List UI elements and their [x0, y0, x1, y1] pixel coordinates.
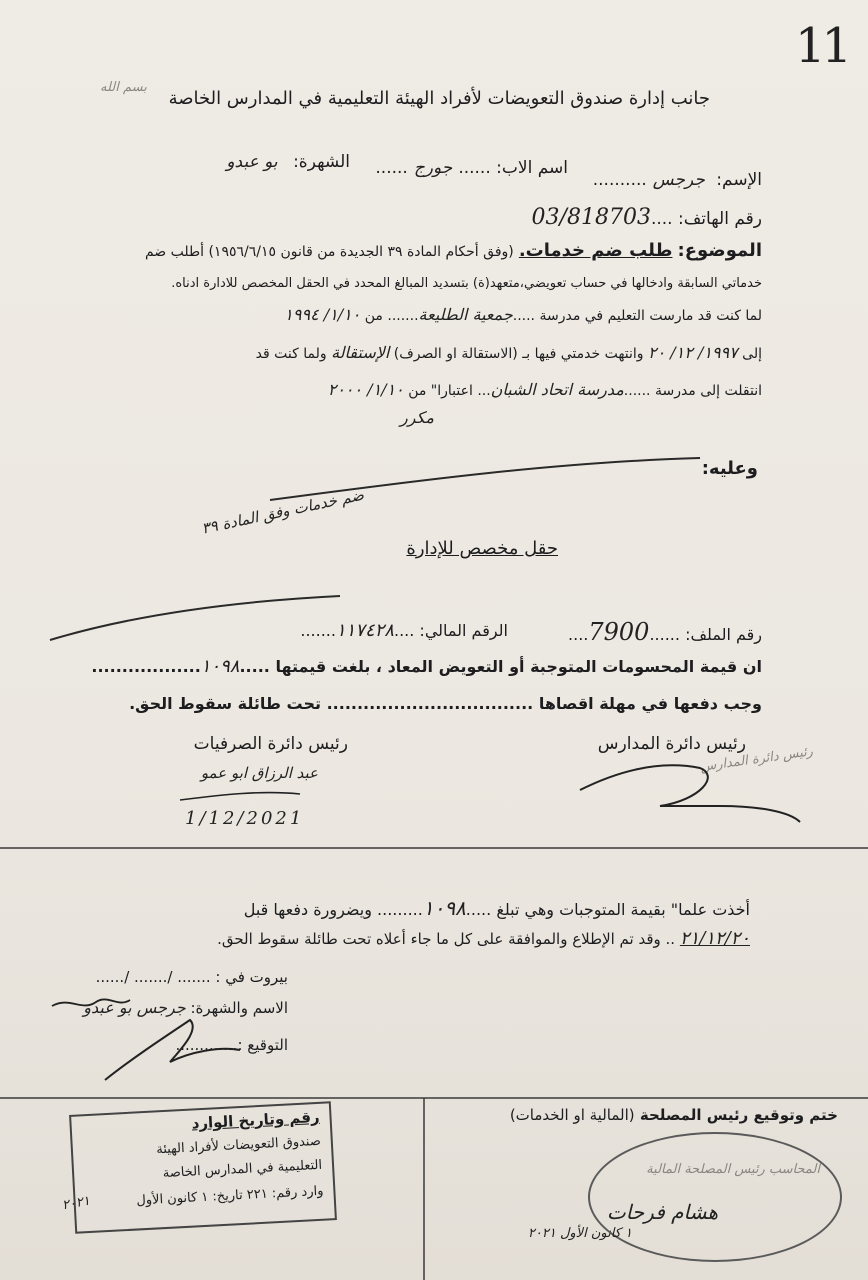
stamp-line3: وارد رقم: ٢٢١ تاريخ: ١ كانون الأول — [136, 1183, 324, 1209]
father-value: جورج — [413, 158, 453, 178]
name-scribble — [52, 999, 130, 1006]
deduct-text: ان قيمة المحسومات المتوجبة أو التعويض المعاد ، بلغت قيمتها — [275, 657, 762, 676]
name-value: جرجس — [652, 170, 705, 190]
annotation-underline — [50, 596, 340, 640]
ack-amount: ١٠٩٨ — [422, 896, 466, 920]
beirut-label: بيروت في — [225, 968, 288, 986]
school1-value: جمعية الطليعة — [418, 305, 513, 324]
fin-label: الرقم المالي: — [419, 621, 508, 640]
pay-row: وجب دفعها في مهلة اقصاها .................................. تحت طائلة سقوط الحق. — [129, 694, 762, 713]
expenses-date: 1/12/2021 — [185, 808, 305, 829]
ack-name-label: الاسم والشهرة: — [190, 999, 288, 1017]
admin-annotation: ضم خدمات وفق المادة ٣٩ — [200, 485, 366, 538]
deduct-value: ١٠٩٨ — [200, 656, 240, 677]
end-text: وانتهت خدمتي فيها بـ (الاستقالة او الصرف) — [393, 346, 644, 362]
moved-text: ولما كنت قد — [255, 346, 327, 362]
subject-value: طلب ضم خدمات. — [518, 240, 673, 261]
signature-ack — [105, 1020, 243, 1080]
end-value: الإستقالة — [331, 343, 390, 362]
head-expenses: رئيس دائرة الصرفيات — [193, 734, 348, 754]
file-row: رقم الملف: ......7900.... — [568, 618, 762, 646]
school1-row: لما كنت قد مارست التعليم في مدرسة .....جمعية الطليعة....... من ١/١٠/ ١٩٩٤ — [284, 305, 762, 324]
stamp-line1: صندوق التعويضات لأفراد الهيئة — [155, 1133, 322, 1158]
school2-note: مكرر — [400, 408, 434, 427]
from-date: ١/١٠/ ١٩٩٤ — [284, 305, 361, 324]
ack-row1: أخذت علما" بقيمة المتوجبات وهي تبلغ .....١٠٩٨......... ويضرورة دفعها قبل — [243, 896, 750, 920]
beirut-value: : ....... /....... /...... — [95, 968, 221, 986]
head-schools: رئيس دائرة المدارس — [597, 734, 746, 754]
fin-value: ١١٧٤٢٨ — [335, 620, 394, 641]
file-value: 7900 — [588, 618, 650, 646]
father-label: اسم الاب: — [496, 158, 568, 178]
oval-date: ١ كانون الأول ٢٠٢١ — [527, 1226, 632, 1241]
surname-value: بو عبدو — [226, 152, 278, 172]
phone-label: رقم الهاتف: — [677, 209, 762, 229]
stamp-year: ٢٠٢١ — [60, 1193, 92, 1214]
fin-row: الرقم المالي: ....١١٧٤٢٨....... — [300, 620, 508, 641]
pay-text: وجب دفعها في مهلة اقصاها — [538, 694, 762, 713]
since-date: ١/١٠/ ٢٠٠٠ — [327, 380, 404, 399]
signature-expenses-head — [180, 793, 300, 800]
commitment-line: خدماتي السابقة وادخالها في حساب تعويضي،متعهد(ة) بتسديد المبالغ المحدد في الحقل المخصص للادارة ادناه. — [171, 276, 762, 291]
schools-pencil-note: رئيس دائرة المدارس — [699, 744, 814, 775]
oval-line1: المحاسب رئيس المصلحة المالية — [646, 1162, 820, 1177]
school2-prefix: انتقلت إلى مدرسة — [654, 383, 762, 399]
signature-schools-head — [580, 765, 800, 822]
page-mark: 11 — [795, 18, 849, 74]
phone-value: 03/818703 — [531, 205, 651, 230]
forfeit-text: تحت طائلة سقوط الحق. — [129, 694, 321, 713]
subject-label: الموضوع: — [677, 240, 762, 261]
handwritten-stroke — [270, 458, 700, 500]
school2-value: مدرسة اتحاد الشبان — [490, 380, 624, 399]
ack-prefix: أخذت علما" بقيمة المتوجبات وهي تبلغ — [496, 900, 750, 919]
name-label: الإسم: — [716, 170, 762, 190]
ack-sign-dots: :............. — [175, 1036, 243, 1054]
file-label: رقم الملف: — [685, 625, 762, 644]
expenses-signer: عبد الرزاق ابو عمو — [200, 764, 318, 782]
addressee: جانب إدارة صندوق التعويضات لأفراد الهيئة التعليمية في المدارس الخاصة — [168, 88, 710, 109]
father-row: اسم الاب: ......جورج...... — [375, 158, 568, 178]
to-date: ١٩٩٧/ ١٢/ ٢٠ — [648, 343, 738, 362]
stamp-line2: التعليمية في المدارس الخاصة — [162, 1157, 323, 1182]
ack-suffix: ويضرورة دفعها قبل — [243, 900, 372, 919]
school2-row: انتقلت إلى مدرسة ......مدرسة اتحاد الشبان... اعتبارا" من ١/١٠/ ٢٠٠٠ — [327, 380, 762, 399]
admin-title: حقل مخصص للإدارة — [406, 538, 558, 559]
footer-title-text: ختم وتوقيع رئيس المصلحة — [639, 1106, 838, 1124]
ack-sign-label: التوقيع — [247, 1036, 288, 1054]
ack-name-value: جرجس بو عبدو — [83, 998, 186, 1017]
to-prefix: إلى — [742, 346, 762, 362]
footer-sub-text: (المالية او الخدمات) — [509, 1106, 635, 1124]
from-label: من — [364, 308, 383, 324]
ack-line2: .. وقد تم الإطلاع والموافقة على كل ما جاء أعلاه تحت طائلة سقوط الحق. — [217, 930, 676, 948]
stamp-title: رقم وتاريخ الوارد — [191, 1107, 320, 1133]
deduct-row: ان قيمة المحسومات المتوجبة أو التعويض المعاد ، بلغت قيمتها .....١٠٩٨.................. — [91, 656, 762, 677]
surname-label: الشهرة: — [293, 152, 350, 172]
oval-sign: هشام فرحات — [606, 1200, 718, 1224]
therefore-label: وعليه: — [701, 458, 758, 479]
ack-deadline: ٢١/١٢/٢٠ — [679, 928, 750, 949]
school1-prefix: لما كنت قد مارست التعليم في مدرسة — [539, 308, 762, 324]
phone-row: رقم الهاتف: ....03/818703 — [531, 205, 762, 230]
name-row: الإسم: جرجس.......... — [592, 170, 762, 190]
since-text: اعتبارا" من — [408, 383, 473, 399]
corner-stamp: بسم الله — [100, 80, 147, 95]
subject-text: (وفق أحكام المادة ٣٩ الجديدة من قانون ١٩٥٦/٦/١٥) أطلب ضم — [144, 244, 514, 260]
